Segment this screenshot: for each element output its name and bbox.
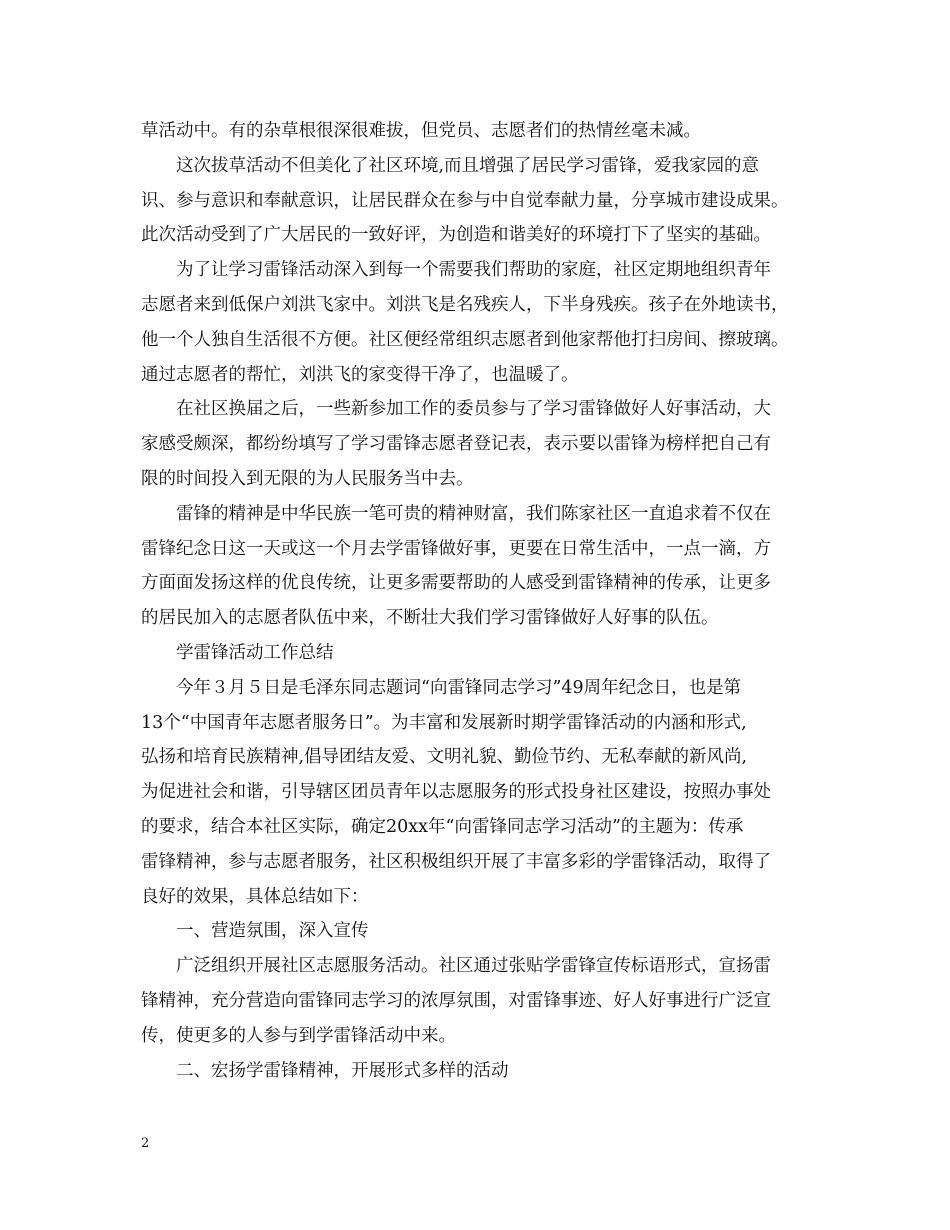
text-line: 良好的效果，具体总结如下： xyxy=(141,886,369,907)
text-line: 草活动中。有的杂草根很深很难拔，但党员、志愿者们的热情丝毫未减。 xyxy=(141,121,701,141)
paragraph-2 xyxy=(141,149,813,253)
text-line: 雷锋精神，参与志愿者服务，社区积极组织开展了丰富多彩的学雷锋活动，取得了 xyxy=(141,851,771,872)
heading-2 xyxy=(141,1054,813,1089)
text-line: 弘扬和培育民族精神,倡导团结友爱、文明礼貌、勤俭节约、无私奉献的新风尚, xyxy=(141,747,748,768)
text-line: 限的时间投入到无限的为人民服务当中去。 xyxy=(141,468,474,489)
text-line: 今年３月５日是毛泽东同志题词“向雷锋同志学习”49周年纪念日，也是第 xyxy=(176,677,742,698)
text-line: 为促进社会和谐，引导辖区团员青年以志愿服务的形式投身社区建设，按照办事处 xyxy=(141,782,771,803)
text-line: 方面面发扬这样的优良传统，让更多需要帮助的人感受到雷锋精神的传承，让更多 xyxy=(141,573,771,594)
text-line: 家感受颇深，都纷纷填写了学习雷锋志愿者登记表，表示要以雷锋为榜样把自己有 xyxy=(141,434,771,455)
document-body xyxy=(141,114,813,1088)
page-number: 2 xyxy=(141,1136,150,1151)
paragraph-6 xyxy=(141,671,813,915)
text-line: 志愿者来到低保户刘洪飞家中。刘洪飞是名残疾人，下半身残疾。孩子在外地读书， xyxy=(141,294,789,315)
text-line: 13个“中国青年志愿者服务日”。为丰富和发展新时期学雷锋活动的内涵和形式, xyxy=(141,712,747,733)
text-line: 他一个人独自生活很不方便。社区便经常组织志愿者到他家帮他打扫房间、擦玻璃。 xyxy=(141,329,789,350)
text-line: 广泛组织开展社区志愿服务活动。社区通过张贴学雷锋宣传标语形式，宣扬雷 xyxy=(176,956,771,977)
paragraph-1 xyxy=(141,114,813,149)
text-line: 锋精神，充分营造向雷锋同志学习的浓厚氛围，对雷锋事迹、好人好事进行广泛宣 xyxy=(141,990,771,1011)
text-line: 此次活动受到了广大居民的一致好评，为创造和谐美好的环境打下了坚实的基础。 xyxy=(141,225,771,246)
paragraph-7 xyxy=(141,949,813,1053)
text-line: 雷锋纪念日这一天或这一个月去学雷锋做好事，更要在日常生活中，一点一滴，方 xyxy=(141,538,771,559)
text-line: 传，使更多的人参与到学雷锋活动中来。 xyxy=(141,1025,456,1046)
text-line: 通过志愿者的帮忙，刘洪飞的家变得干净了，也温暖了。 xyxy=(141,364,579,385)
text-line: 二、宏扬学雷锋精神，开展形式多样的活动 xyxy=(176,1060,509,1081)
text-line: 一、营造氛围，深入宣传 xyxy=(176,921,369,942)
heading-1 xyxy=(141,914,813,949)
paragraph-5 xyxy=(141,497,813,636)
text-line: 的居民加入的志愿者队伍中来，不断壮大我们学习雷锋做好人好事的队伍。 xyxy=(141,608,719,629)
text-line: 雷锋的精神是中华民族一笔可贵的精神财富，我们陈家社区一直追求着不仅在 xyxy=(176,503,771,524)
text-line: 学雷锋活动工作总结 xyxy=(176,642,334,663)
paragraph-4 xyxy=(141,392,813,496)
paragraph-3 xyxy=(141,253,813,392)
text-line: 在社区换届之后，一些新参加工作的委员参与了学习雷锋做好人好事活动，大 xyxy=(176,399,771,420)
text-line: 的要求，结合本社区实际，确定20xx年“向雷锋同志学习活动”的主题为：传承 xyxy=(141,816,744,837)
text-line: 为了让学习雷锋活动深入到每一个需要我们帮助的家庭，社区定期地组织青年 xyxy=(176,260,771,281)
text-line: 这次拔草活动不但美化了社区环境,而且增强了居民学习雷锋，爱我家园的意 xyxy=(176,155,760,176)
text-line: 识、参与意识和奉献意识，让居民群众在参与中自觉奉献力量，分享城市建设成果。 xyxy=(141,190,789,211)
section-title xyxy=(141,636,813,671)
